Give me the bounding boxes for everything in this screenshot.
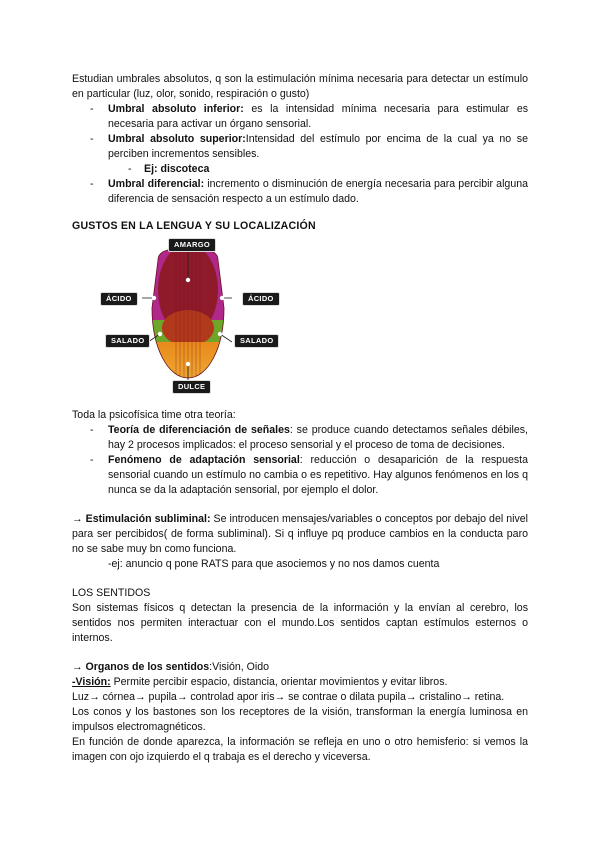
tongue-diagram (72, 238, 528, 398)
section-heading-gustos: GUSTOS EN LA LENGUA Y SU LOCALIZACIÓN (72, 220, 316, 232)
receptores-paragraph: Los conos y los bastones son los receptores de la visión, transforman la energía luminosa en impulsos electromagnéticos. (72, 706, 528, 733)
list-item-umbral-diferencial (72, 177, 528, 207)
term-bold: Organos de los sentidos (85, 661, 210, 673)
term-text: incremento o disminución de energía necesaria para percibir alguna diferencia de sensación respecto a un estímulo dado. (108, 178, 528, 205)
vision-label: -Visión: (72, 676, 111, 688)
tongue-regions (142, 238, 242, 398)
term-text: : se produce cuando detectamos señales débiles, hay 2 procesos implicados: el proceso sensorial y el proceso de toma de decisiones. (108, 424, 529, 451)
example-bold: Ej: discoteca (144, 163, 210, 175)
term-text: es la intensidad mínima necesaria para estimular es necesaria para activar un órgano sensorial. (108, 103, 529, 130)
bullet-dash: - (90, 103, 94, 115)
list-item-umbral-inferior (72, 102, 528, 132)
document-page (72, 72, 528, 765)
section-heading-sentidos: LOS SENTIDOS (72, 587, 151, 599)
vision-pathway: Luz→ córnea→ pupila→ controlad apor iris→ se contrae o dilata pupila→ cristalino→ retina. (72, 691, 505, 703)
label-amargo: AMARGO (168, 238, 216, 252)
term-text: : reducción o desaparición de la respuesta sensorial cuando un estímulo no cambia o es repetitivo. Hay algunos fenómenos en los q nunca se da la adaptación sensorial, por ejemplo el dolor. (108, 454, 528, 496)
label-dulce: DULCE (172, 380, 211, 394)
label-salado-right: SALADO (234, 334, 279, 348)
hemisferio-paragraph: En función de donde aparezca, la información se refleja en uno o otro hemisferio: si vemos la imagen con ojo izquierdo el q trabaja es el derecho y viceversa. (72, 736, 528, 763)
term-bold: Umbral absoluto inferior: (108, 103, 244, 115)
term-text: Intensidad del estímulo por encima de la cual ya no se perciben incrementos sensibles. (108, 133, 528, 160)
vision-text: Permite percibir espacio, distancia, orientar movimientos y evitar libros. (110, 676, 448, 688)
sentidos-paragraph: Son sistemas físicos q detectan la presencia de la información y la envían al cerebro, los sentidos nos permiten interactuar con el mundo.Los sentidos captan estímulos esternos o internos. (72, 602, 528, 644)
label-acido-left: ÁCIDO (100, 292, 138, 306)
term-text: Se introducen mensajes/variables o conceptos por debajo del nivel para ser percibidos( de forma subliminal). Si q influye pq produce cambios en la conducta paro no se sabe muy bn como funciona. (72, 513, 528, 555)
label-acido-right: ÁCIDO (242, 292, 280, 306)
list-item-teoria-senales (72, 423, 528, 453)
bullet-dash: - (90, 424, 94, 436)
arrow: → (72, 513, 86, 525)
list-item-umbral-superior (72, 132, 528, 162)
psicofisica-intro: Toda la psicofísica time otra teoría: (72, 409, 236, 421)
bullet-dash: - (128, 163, 132, 175)
term-bold: Fenómeno de adaptación sensorial (108, 454, 300, 466)
term-bold: Umbral absoluto superior: (108, 133, 246, 145)
bullet-dash: - (90, 454, 94, 466)
subliminal-paragraph (72, 512, 528, 557)
bullet-dash: - (90, 178, 94, 190)
tongue-illustration (72, 238, 528, 398)
term-bold: Umbral diferencial: (108, 178, 205, 190)
label-salado-left: SALADO (105, 334, 150, 348)
term-bold: Estimulación subliminal: (85, 513, 211, 525)
intro-paragraph: Estudian umbrales absolutos, q son la estimulación mínima necesaria para detectar un estímulo en particular (luz, olor, sonido, respiración o gusto) (72, 73, 528, 100)
bullet-dash: - (90, 133, 94, 145)
organos-heading (72, 660, 528, 675)
term-text: :Visión, Oido (209, 661, 270, 673)
arrow: → (72, 661, 86, 673)
term-bold: Teoría de diferenciación de señales (108, 424, 290, 436)
subliminal-example: -ej: anuncio q pone RATS para que asociemos y no nos damos cuenta (108, 558, 440, 570)
sublist-item-ejemplo (72, 162, 528, 177)
list-item-adaptacion-sensorial (72, 453, 528, 498)
vision-paragraph (72, 675, 528, 690)
